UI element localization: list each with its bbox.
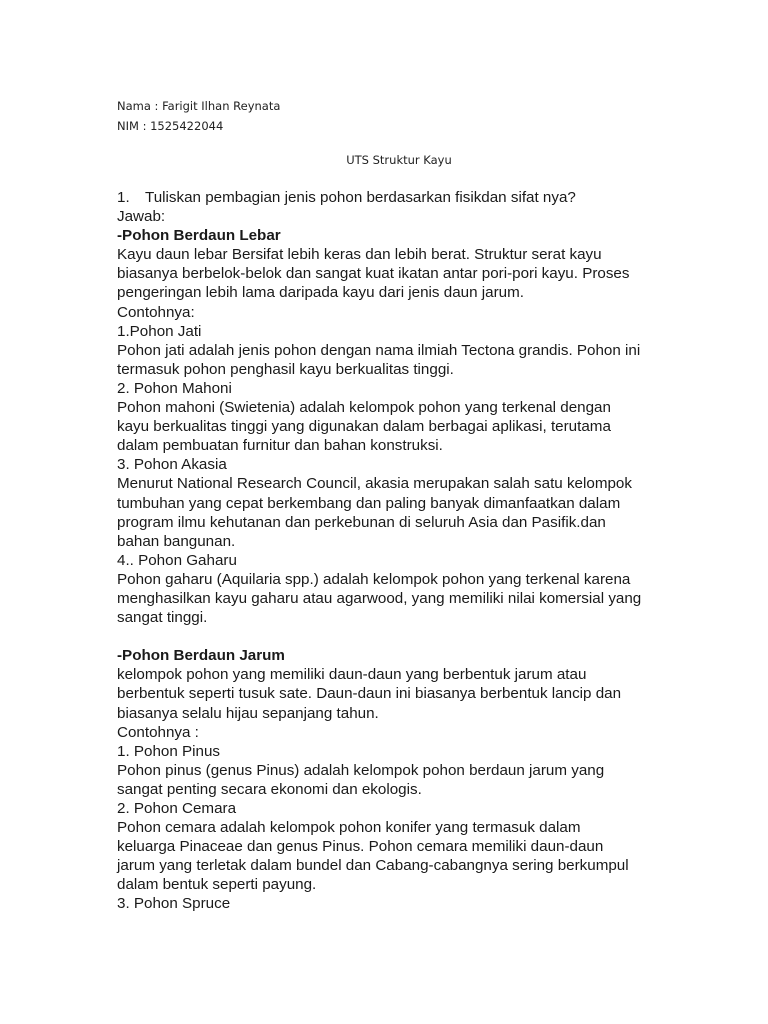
example-title: 1. Pohon Pinus bbox=[117, 742, 221, 760]
examples-label: Contohnya: bbox=[117, 303, 195, 321]
paragraph-line: dalam pembuatan furnitur dan bahan konstruksi. bbox=[117, 437, 443, 455]
paragraph-line: Pohon gaharu (Aquilaria spp.) adalah kelompok pohon yang terkenal karena bbox=[117, 570, 631, 588]
blank-line bbox=[117, 627, 677, 646]
question-text: Tuliskan pembagian jenis pohon berdasarkan fisikdan sifat nya? bbox=[145, 189, 576, 206]
paragraph-line: tumbuhan yang cepat berkembang dan paling banyak dimanfaatkan dalam bbox=[117, 494, 621, 512]
question-line bbox=[117, 188, 677, 207]
paragraph-line: sangat tinggi. bbox=[117, 609, 208, 627]
paragraph-line: biasanya selalu hijau sepanjang tahun. bbox=[117, 704, 379, 722]
paragraph-line: kayu berkualitas tinggi yang digunakan dalam berbagai aplikasi, terutama bbox=[117, 418, 611, 436]
paragraph-line: Pohon mahoni (Swietenia) adalah kelompok pohon yang terkenal dengan bbox=[117, 399, 611, 417]
paragraph-line: Pohon cemara adalah kelompok pohon konifer yang termasuk dalam bbox=[117, 819, 581, 837]
paragraph-line: termasuk pohon penghasil kayu berkualitas tinggi. bbox=[117, 360, 454, 378]
paragraph-line: jarum yang terletak dalam bundel dan Cabang-cabangnya sering berkumpul bbox=[117, 857, 629, 875]
answer-label: Jawab: bbox=[117, 208, 166, 226]
paragraph-line: Menurut National Research Council, akasia merupakan salah satu kelompok bbox=[117, 475, 632, 493]
examples-label: Contohnya : bbox=[117, 723, 199, 741]
question-number: 1. bbox=[117, 189, 130, 206]
example-title: 4.. Pohon Gaharu bbox=[117, 551, 237, 569]
document-header bbox=[117, 96, 280, 136]
paragraph-line: berbentuk seperti tusuk sate. Daun-daun ini biasanya berbentuk lancip dan bbox=[117, 685, 622, 703]
section-heading-broadleaf: -Pohon Berdaun Lebar bbox=[117, 227, 281, 245]
document-body bbox=[117, 188, 677, 914]
example-title: 2. Pohon Cemara bbox=[117, 800, 237, 817]
paragraph-line: dalam bentuk seperti payung. bbox=[117, 876, 317, 894]
section-heading-needleleaf: -Pohon Berdaun Jarum bbox=[117, 647, 285, 665]
example-title: 3. Pohon Spruce bbox=[117, 895, 231, 913]
example-title: 2. Pohon Mahoni bbox=[117, 379, 232, 397]
paragraph-line: menghasilkan kayu gaharu atau agarwood, yang memiliki nilai komersial yang bbox=[117, 589, 642, 607]
paragraph-line: pengeringan lebih lama daripada kayu dari jenis daun jarum. bbox=[117, 284, 524, 302]
paragraph-line: biasanya berbelok-belok dan sangat kuat ikatan antar pori-pori kayu. Proses bbox=[117, 265, 630, 283]
paragraph-line: keluarga Pinaceae dan genus Pinus. Pohon cemara memiliki daun-daun bbox=[117, 838, 604, 856]
paragraph-line: kelompok pohon yang memiliki daun-daun yang berbentuk jarum atau bbox=[117, 666, 587, 684]
paragraph-line: Pohon pinus (genus Pinus) adalah kelompok pohon berdaun jarum yang bbox=[117, 761, 605, 779]
paragraph-line: bahan bangunan. bbox=[117, 532, 236, 550]
student-nim: NIM : 1525422044 bbox=[117, 119, 224, 133]
student-name: Nama : Farigit Ilhan Reynata bbox=[117, 99, 281, 113]
paragraph-line: program ilmu kehutanan dan perkebunan di seluruh Asia dan Pasifik.dan bbox=[117, 513, 606, 531]
example-title: 3. Pohon Akasia bbox=[117, 456, 227, 474]
paragraph-line: sangat penting secara ekonomi dan ekologis. bbox=[117, 780, 422, 798]
example-title: 1.Pohon Jati bbox=[117, 322, 202, 340]
paragraph-line: Kayu daun lebar Bersifat lebih keras dan lebih berat. Struktur serat kayu bbox=[117, 246, 602, 264]
document-title: UTS Struktur Kayu bbox=[346, 153, 452, 167]
paragraph-line: Pohon jati adalah jenis pohon dengan nama ilmiah Tectona grandis. Pohon ini bbox=[117, 341, 641, 359]
